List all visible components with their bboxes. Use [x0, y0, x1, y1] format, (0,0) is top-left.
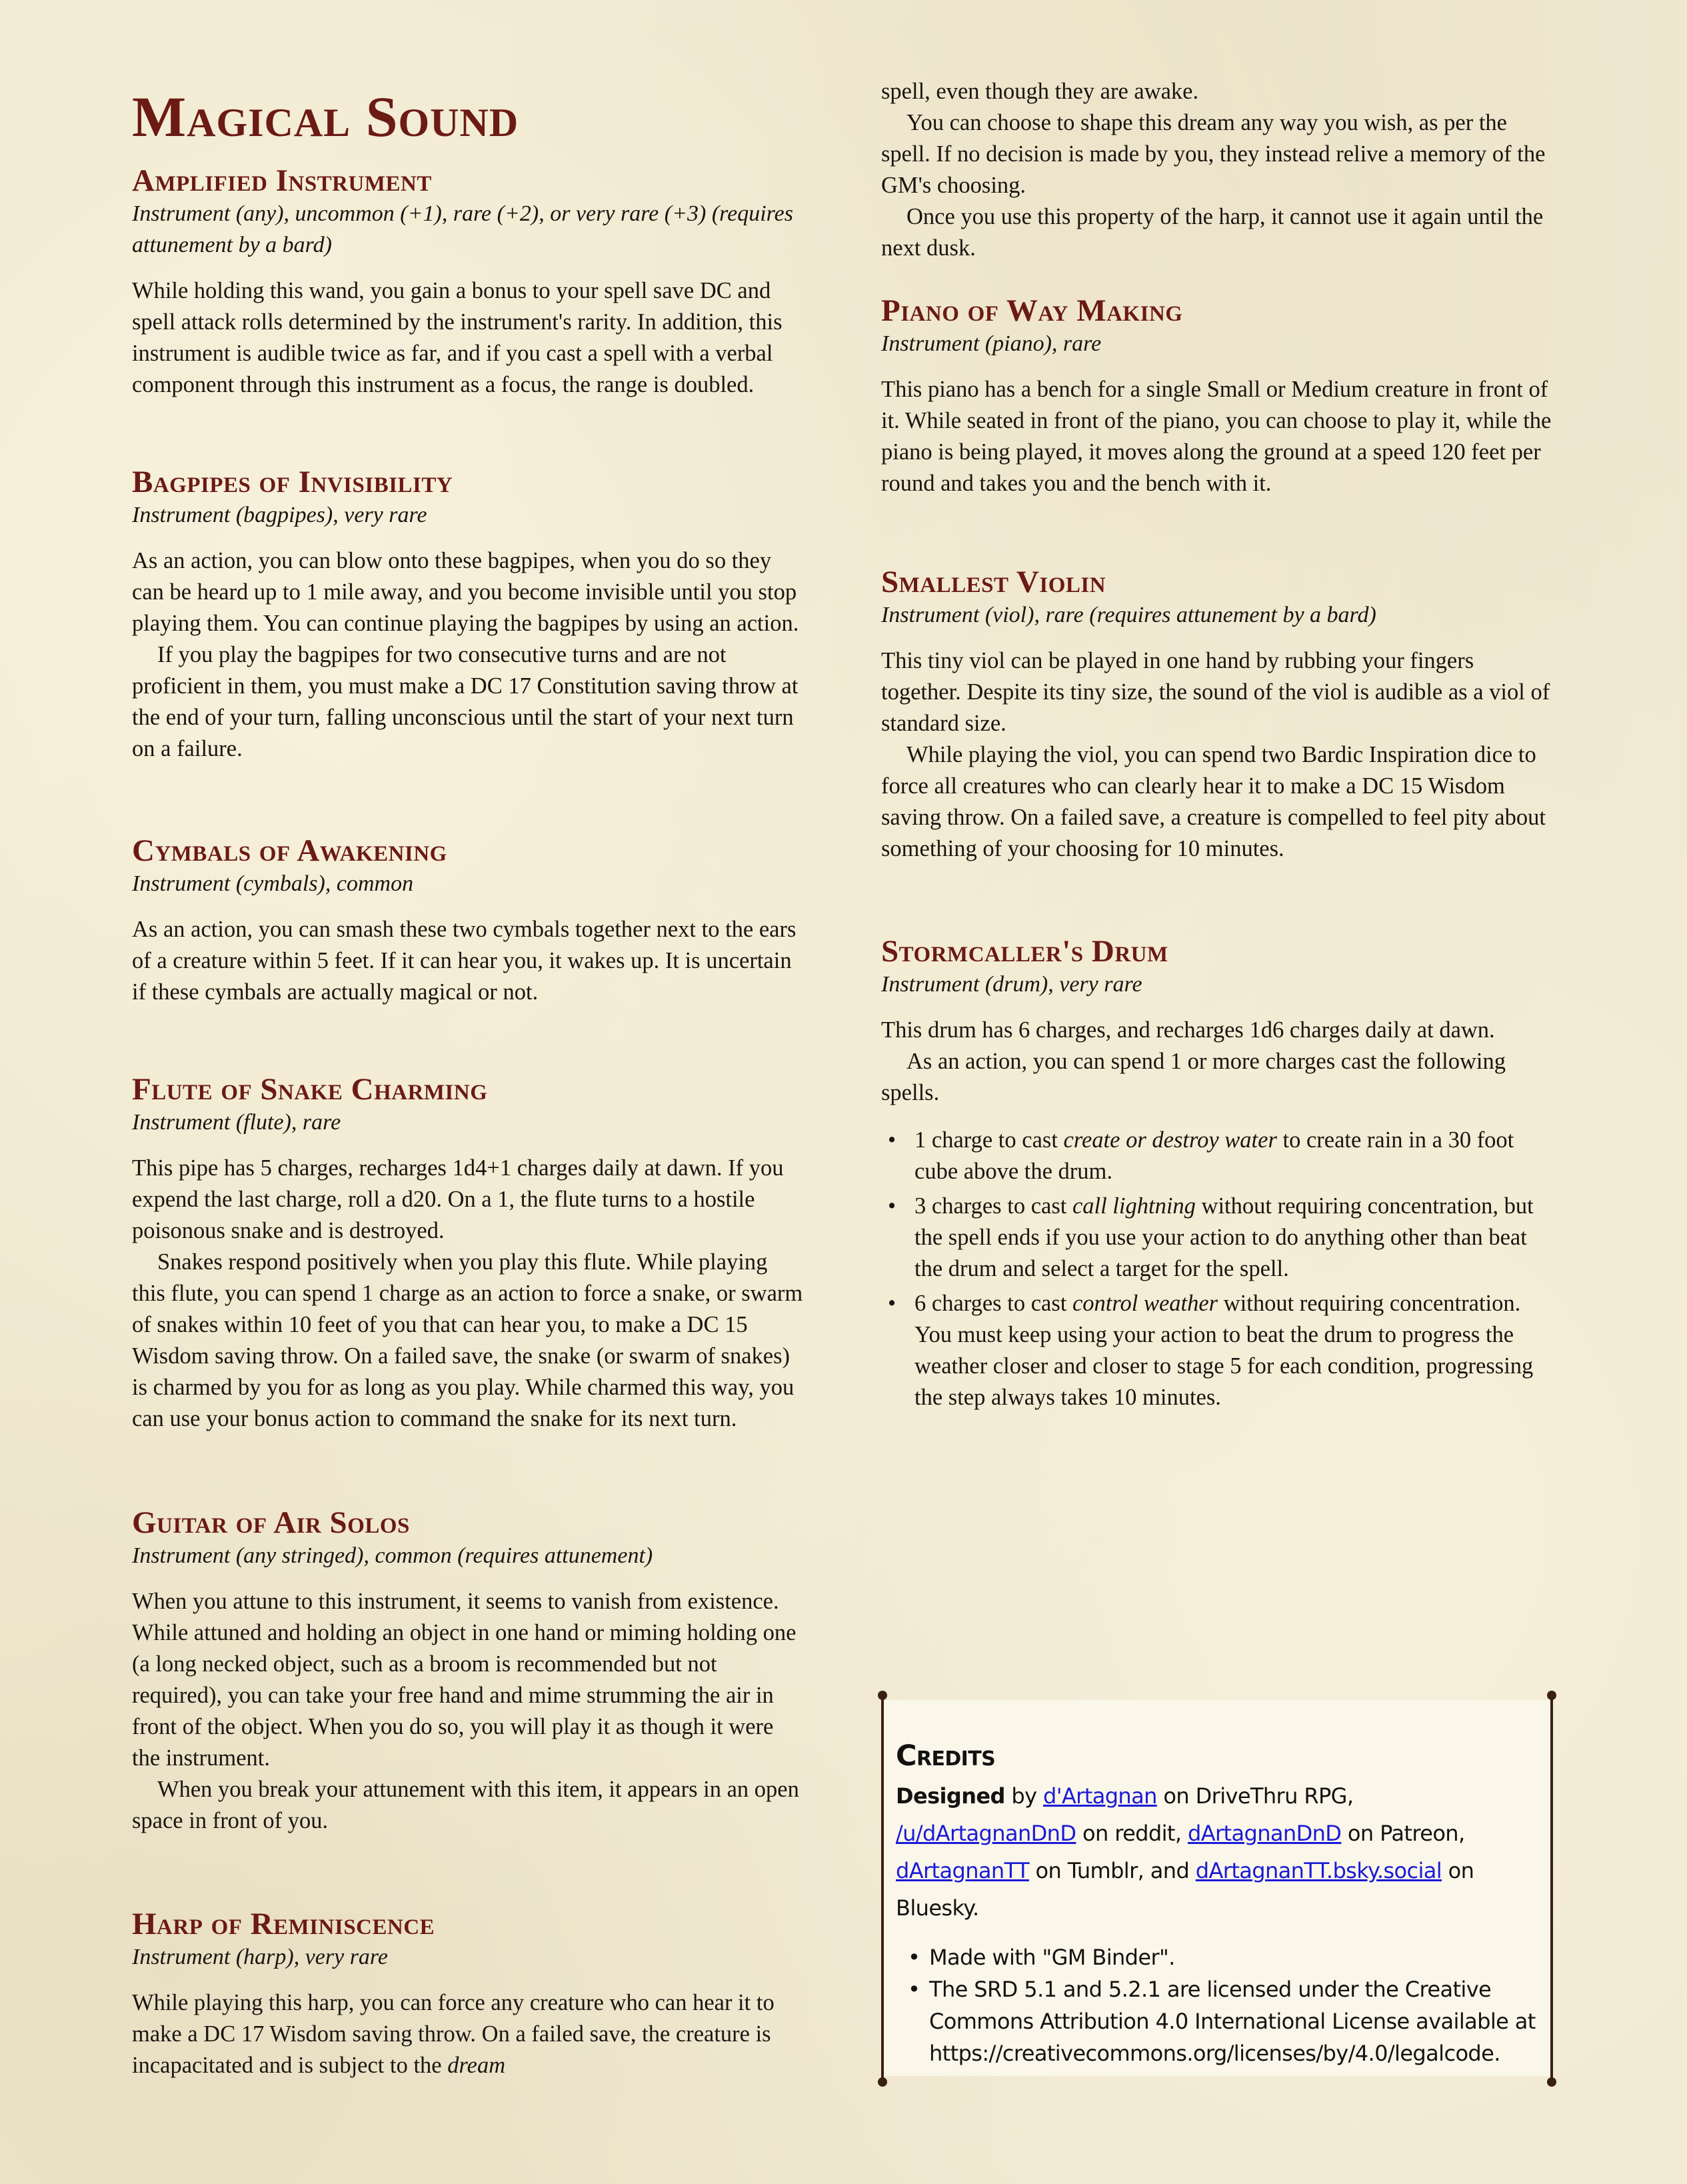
item-stormcallers-drum	[881, 934, 1554, 1417]
spell-name: control weather	[1072, 1291, 1218, 1316]
item-flute-of-snake-charming	[132, 1072, 805, 1435]
item-paragraph: When you attune to this instrument, it seems to vanish from existence. While attuned and holding an object in one hand or miming holding one (a long necked object, such as a broom is recommended but not required), you can take your free hand and mime strumming the air in front of the object. When you do so, you will play it as though it were the instrument.	[132, 1589, 797, 1771]
text-run: without requiring concentration. You must keep using your action to beat the drum to progress the weather closer and closer to stage 5 for each condition, progressing the step always takes 10 minutes.	[914, 1291, 1534, 1410]
item-title: Stormcaller's Drum	[881, 934, 1168, 969]
spell-list	[881, 1125, 1554, 1413]
text-run: to create rain in a 30 foot cube above the drum.	[914, 1127, 1514, 1184]
item-title: Smallest Violin	[881, 565, 1106, 599]
credits-note: • Made with "GM Binder".	[929, 1941, 1536, 1973]
item-subtitle: Instrument (cymbals), common	[132, 871, 414, 896]
item-cymbals-of-awakening	[132, 833, 805, 1008]
credits-content	[896, 1736, 1536, 2069]
link-patreon[interactable]: dArtagnanDnD	[1187, 1821, 1342, 1846]
item-title: Flute of Snake Charming	[132, 1072, 488, 1107]
page-title: Magical Sound	[132, 85, 519, 149]
item-paragraph: This pipe has 5 charges, recharges 1d4+1 charges daily at dawn. If you expend the last charge, roll a d20. On a 1, the flute turns to a hostile poisonous snake and is destroyed.	[132, 1155, 784, 1243]
text-run: While playing this harp, you can force any creature who can hear it to make a DC 17 Wisdom saving throw. On a failed save, the creature is incapacitated and is subject to the	[132, 1990, 775, 2078]
item-paragraph: When you break your attunement with this item, it appears in an open space in front of you.	[132, 1777, 799, 1833]
item-subtitle: Instrument (flute), rare	[132, 1110, 341, 1135]
spell-name: dream	[447, 2053, 506, 2078]
item-paragraph: Once you use this property of the harp, it cannot use it again until the next dusk.	[881, 204, 1544, 261]
item-title: Piano of Way Making	[881, 293, 1183, 328]
item-paragraph	[132, 1987, 805, 2081]
item-paragraph: You can choose to shape this dream any way you wish, as per the spell. If no decision is made by you, they instead relive a memory of the GM's choosing.	[881, 110, 1546, 198]
link-reddit[interactable]: /u/dArtagnanDnD	[896, 1821, 1076, 1846]
text-run: on Bluesky.	[896, 1858, 1474, 1921]
item-paragraph: This drum has 6 charges, and recharges 1d6 charges daily at dawn.	[881, 1017, 1495, 1043]
item-title: Bagpipes of Invisibility	[132, 465, 453, 499]
item-paragraph: While playing the viol, you can spend two Bardic Inspiration dice to force all creatures who can clearly hear it to make a DC 15 Wisdom saving throw. On a failed save, a creature is compelled to feel pity about something of your choosing for 10 minutes.	[881, 742, 1546, 861]
item-smallest-violin	[881, 565, 1554, 865]
item-subtitle: Instrument (harp), very rare	[132, 1945, 388, 1969]
item-paragraph: As an action, you can smash these two cymbals together next to the ears of a creature within 5 feet. If it can hear you, it wakes up. It is uncertain if these cymbals are actually magical or not.	[132, 917, 797, 1005]
item-harp-of-reminiscence	[132, 1907, 805, 2081]
credits-note: • The SRD 5.1 and 5.2.1 are licensed under the Creative Commons Attribution 4.0 International License available at https://creativecommons.org/licenses/by/4.0/legalcode.	[929, 1973, 1536, 2069]
rail-knob-icon	[1547, 1691, 1556, 1700]
spell-list-item	[914, 1191, 1554, 1285]
text-run: without requiring concentration, but the spell ends if you use your action to do anything other than beat the drum and select a target for the spell.	[914, 1193, 1534, 1281]
item-title: Cymbals of Awakening	[132, 833, 447, 868]
text-run: 6 charges to cast	[914, 1291, 1072, 1316]
rail-knob-icon	[878, 1691, 887, 1700]
item-paragraph: Snakes respond positively when you play this flute. While playing this flute, you can spend 1 charge as an action to force a snake, or swarm of snakes within 10 feet of you that can hear you, to make a DC 15 Wisdom saving throw. On a failed save, the snake (or swarm of snakes) is charmed by you for as long as you play. While charmed this way, you can use your bonus action to command the snake for its next turn.	[132, 1249, 803, 1431]
item-title: Guitar of Air Solos	[132, 1505, 410, 1540]
item-subtitle: Instrument (any), uncommon (+1), rare (+2), or very rare (+3) (requires attunement by a bard)	[132, 201, 793, 257]
text-run: 1 charge to cast	[914, 1127, 1064, 1153]
item-piano-of-way-making	[881, 293, 1554, 499]
item-subtitle: Instrument (viol), rare (requires attunement by a bard)	[881, 603, 1376, 627]
link-tumblr[interactable]: dArtagnanTT	[896, 1858, 1029, 1883]
credits-text	[896, 1777, 1536, 1927]
item-paragraph: As an action, you can spend 1 or more charges cast the following spells.	[881, 1049, 1506, 1105]
item-harp-continued	[881, 76, 1554, 264]
spell-name: create or destroy water	[1063, 1127, 1277, 1153]
item-subtitle: Instrument (drum), very rare	[881, 972, 1142, 997]
item-paragraph: spell, even though they are awake.	[881, 79, 1199, 104]
text-run: on Patreon,	[1341, 1821, 1465, 1846]
item-bagpipes-of-invisibility	[132, 465, 805, 765]
item-title: Harp of Reminiscence	[132, 1907, 435, 1941]
item-paragraph: As an action, you can blow onto these bagpipes, when you do so they can be heard up to 1 mile away, and you become invisible until you stop playing them. You can continue playing the bagpipes by using an action.	[132, 548, 799, 636]
link-dartagnan[interactable]: d'Artagnan	[1042, 1783, 1157, 1809]
item-paragraph: If you play the bagpipes for two consecutive turns and are not proficient in them, you must make a DC 17 Constitution saving throw at the end of your turn, falling unconscious until the start of your next turn on a failure.	[132, 642, 799, 761]
item-guitar-of-air-solos	[132, 1505, 805, 1837]
rail-knob-icon	[878, 2077, 887, 2087]
item-amplified-instrument	[132, 163, 805, 401]
item-paragraph: This tiny viol can be played in one hand by rubbing your fingers together. Despite its tiny size, the sound of the viol is audible as a viol of standard size.	[881, 648, 1550, 736]
spell-list-item	[914, 1125, 1554, 1187]
scroll-rail-left	[881, 1695, 884, 2081]
rail-knob-icon	[1547, 2077, 1556, 2087]
credits-title: Credits	[896, 1739, 996, 1773]
item-subtitle: Instrument (piano), rare	[881, 331, 1102, 356]
item-title: Amplified Instrument	[132, 163, 432, 198]
spell-name: call lightning	[1072, 1193, 1196, 1219]
text-run: 3 charges to cast	[914, 1193, 1072, 1219]
spell-list-item	[914, 1288, 1554, 1413]
credits-box	[881, 1700, 1553, 2076]
designed-label: Designed	[896, 1783, 1005, 1809]
item-subtitle: Instrument (bagpipes), very rare	[132, 503, 427, 527]
text-run: on reddit,	[1076, 1821, 1188, 1846]
item-paragraph: This piano has a bench for a single Small or Medium creature in front of it. While seated in front of the piano, you can choose to play it, while the piano is being played, it moves along the ground at a speed 120 feet per round and takes you and the bench with it.	[881, 377, 1552, 496]
link-bluesky[interactable]: dArtagnanTT.bsky.social	[1195, 1858, 1442, 1883]
credits-notes	[896, 1941, 1536, 2069]
scroll-rail-right	[1550, 1695, 1553, 2081]
text-run: by	[1004, 1783, 1043, 1809]
item-subtitle: Instrument (any stringed), common (requires attunement)	[132, 1543, 653, 1568]
text-run: on DriveThru RPG,	[1156, 1783, 1354, 1809]
item-paragraph: While holding this wand, you gain a bonus to your spell save DC and spell attack rolls determined by the instrument's rarity. In addition, this instrument is audible twice as far, and if you cast a spell with a verbal component through this instrument as a focus, the range is doubled.	[132, 278, 783, 397]
text-run: on Tumblr, and	[1028, 1858, 1196, 1883]
